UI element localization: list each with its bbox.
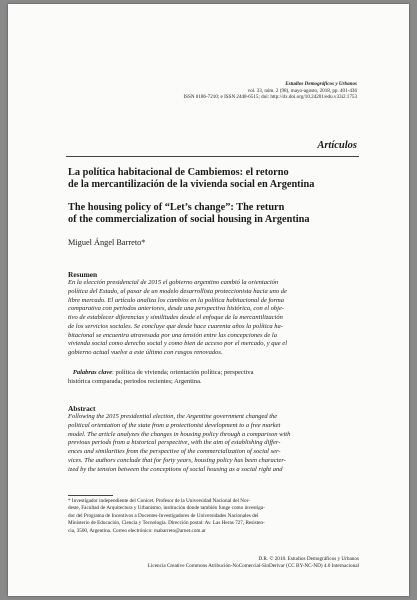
footnote-rule xyxy=(68,495,113,496)
footnote-line: * Investigador independiente del Conicet. Profesor de la Universidad Nacional del Nor- xyxy=(68,498,250,504)
copyright-line: D.R. © 2018. Estudios Demográficos y Urbanos xyxy=(258,556,359,562)
section-label: Artículos xyxy=(317,140,357,151)
resumen-line: política del Estado, al pasar de un modelo desarrollista proteccionista hacia uno de xyxy=(68,287,287,295)
abstract-line: political orientation of the state from a protectionist development to a free market xyxy=(68,421,281,429)
resumen-body xyxy=(68,279,360,358)
keywords-line xyxy=(68,369,360,378)
abstract-line: vices. The authors conclude that for forty years, housing policy has been character- xyxy=(68,456,286,464)
keywords-text: : política de vivienda; orientación política; perspectiva xyxy=(112,369,254,376)
resumen-line: libre mercado. El artículo analiza los cambios en la política habitacional de forma xyxy=(68,296,284,304)
abstract-line: ized by the tension between the conceptions of social housing as a social right and xyxy=(68,465,283,473)
title-spanish-line: de la mercantilización de la vivienda social en Argentina xyxy=(68,179,315,190)
keywords xyxy=(68,369,360,387)
footnote-line: deste, Facultad de Arquitectura y Urbanismo, institución donde también funge como investiga- xyxy=(68,505,265,512)
journal-issn-doi: ISSN 0186-7210; e ISSN 2448-6515; doi: http://dx.doi.org/10.24201/edu.v33i2.1753 xyxy=(183,94,357,101)
journal-name: Estudios Demográficos y Urbanos xyxy=(285,81,357,87)
abstract-line: previous periods from a historical perspective, with the aim of establishing differ- xyxy=(68,439,281,447)
keywords-label: Palabras clave xyxy=(72,369,113,376)
header-rule xyxy=(66,156,359,157)
footnote-line: cia, 3500, Argentina. Correo electrónico: mabarreto@arnet.com.ar xyxy=(68,527,206,534)
resumen-heading: Resumen xyxy=(68,270,98,279)
author-name: Miguel Ángel Barreto* xyxy=(68,238,146,247)
resumen-line: bitacional se encuentra atravesada por una tensión entre las concepciones de la xyxy=(68,331,277,339)
keywords-line: histórica comparada; periodos recientes; Argentina. xyxy=(68,377,202,385)
abstract-line: Following the 2015 presidential election, the Argentine government changed the xyxy=(68,413,278,420)
abstract-line: ences and similarities from the perspective of the commercialization of social ser- xyxy=(68,448,281,455)
title-english-line: of the commercialization of social housing in Argentina xyxy=(68,214,310,225)
resumen-line: tivo de establecer diferencias y similitudes desde el enfoque de la mercantilización xyxy=(68,314,283,321)
journal-header xyxy=(117,81,357,101)
license-block xyxy=(59,556,359,571)
footnote-line: dor del Programa de Incentivos a Docentes-Investigadores de Universidades Nacionales del xyxy=(68,512,259,519)
footnote xyxy=(68,498,360,535)
title-english xyxy=(68,202,368,226)
abstract-heading: Abstract xyxy=(68,404,96,413)
abstract-line: model. The article analyzes the changes in housing policy through a comparison with xyxy=(68,430,291,438)
abstract-body xyxy=(68,413,360,474)
license-line: Licencia Creative Commons Atribución-NoComercial-SinDerivar (CC BY-NC-ND) 4.0 Internacional xyxy=(147,563,359,570)
title-english-line: The housing policy of “Let’s change”: The return xyxy=(68,202,285,213)
title-spanish xyxy=(68,167,368,191)
page-sheet xyxy=(8,4,409,596)
resumen-line: gobierno actual vuelve a este último con rasgos renovados. xyxy=(68,349,223,356)
resumen-line: comparativa con periodos anteriores, desde una perspectiva histórica, con el obje- xyxy=(68,305,285,313)
title-spanish-line: La política habitacional de Cambiemos: el retorno xyxy=(68,167,289,178)
resumen-line: En la elección presidencial de 2015 el gobierno argentino cambió la orientación xyxy=(68,279,279,286)
footnote-line: Ministerio de Educación, Ciencia y Tecnología. Dirección postal: Av. Las Heras 727, Resisten- xyxy=(68,520,265,527)
resumen-line: vivienda social como derecho social y como bien de acceso por el mercado, y que el xyxy=(68,340,288,348)
journal-volume: vol. 33, núm. 2 (98), mayo-agosto, 2018, pp. 401-436 xyxy=(247,87,357,94)
resumen-line: de los servicios sociales. Se concluye que desde hace cuarenta años la política ha- xyxy=(68,322,283,330)
